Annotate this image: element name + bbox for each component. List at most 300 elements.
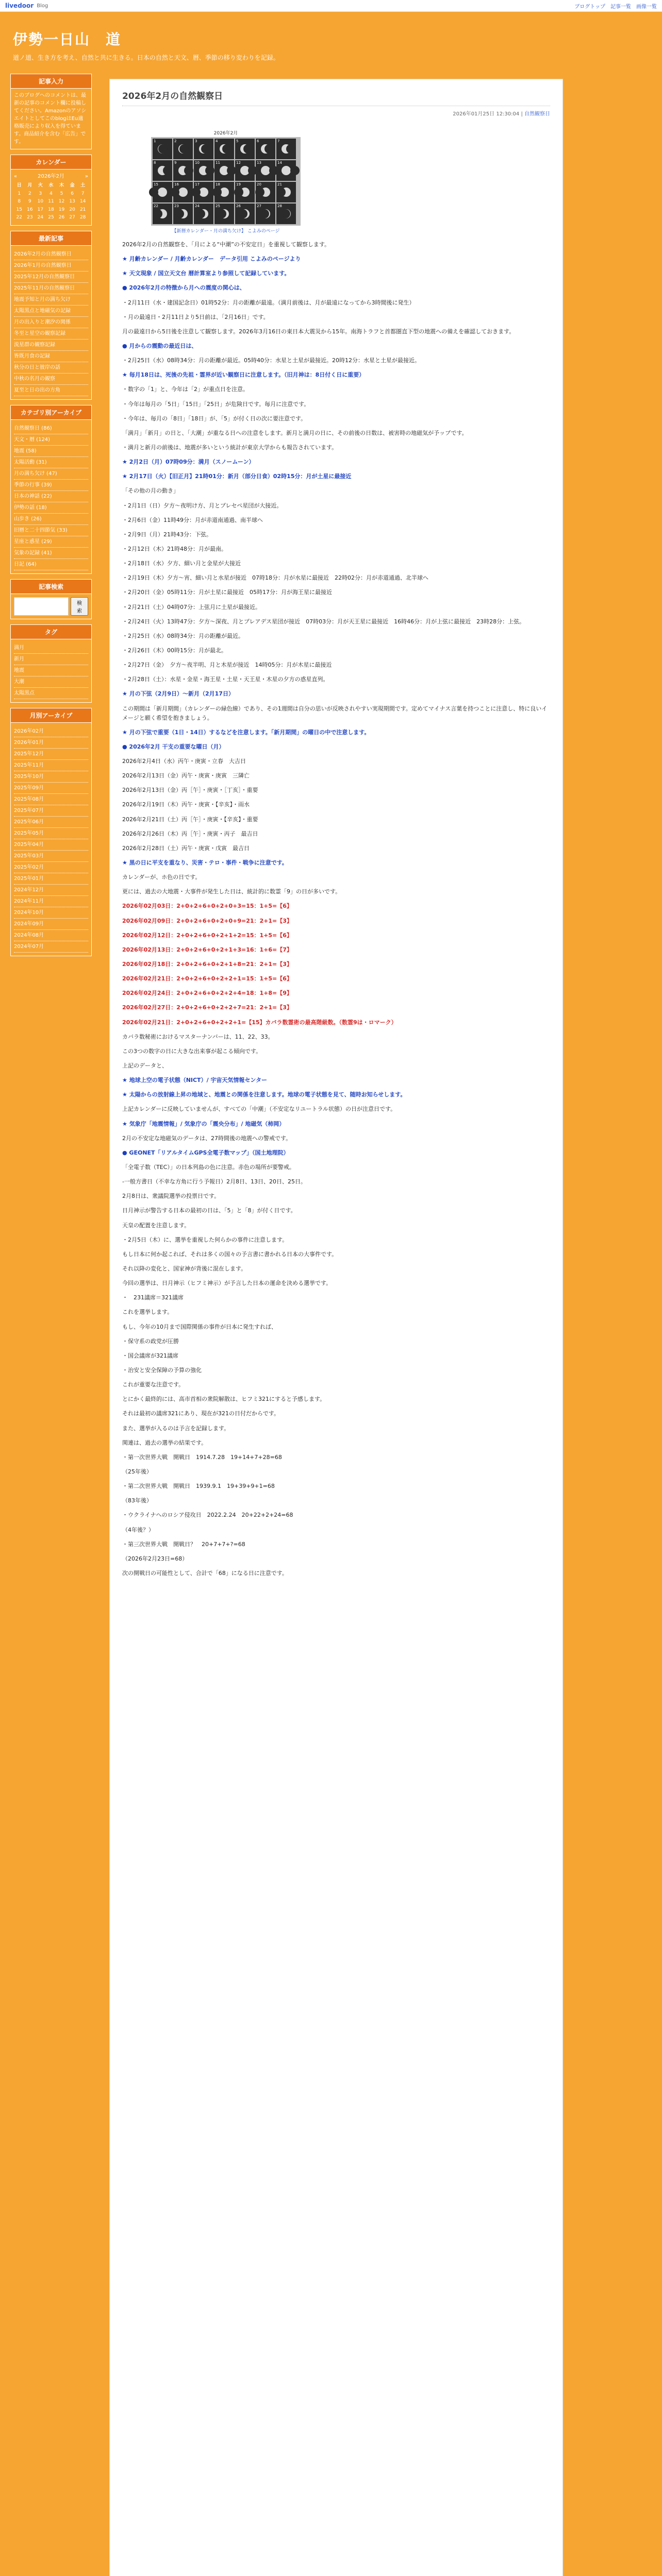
- calendar-day[interactable]: 15: [16, 207, 22, 212]
- moon-phase-cell: [256, 160, 275, 181]
- entry-title[interactable]: 2026年2月の自然観察日: [122, 89, 550, 106]
- calendar-weekday: 土: [80, 183, 86, 188]
- entry-paragraph: （2026年2月23日=68）: [122, 1555, 188, 1562]
- search-input[interactable]: [14, 597, 69, 616]
- entry-paragraph: これが重要な注意です。: [122, 1381, 185, 1388]
- category-item[interactable]: 気象の記録 (41): [14, 548, 88, 559]
- entry-paragraph: ★ 気象庁「地震情報」/ 気象庁の「震央分布」/ 地磁気（柿岡）: [122, 1120, 285, 1127]
- entry-paragraph: とにかく最終的には、高市首相の衆院解散は、ヒフミ321にすると予感します。: [122, 1396, 326, 1403]
- top-bar: [0, 0, 662, 12]
- moon-shadow: [153, 209, 162, 218]
- main-content: [109, 69, 652, 2576]
- category-item[interactable]: 日記 (64): [14, 559, 88, 570]
- moon-phase-cell: [153, 204, 172, 224]
- moon-phase-cell: [235, 160, 255, 181]
- moon-shadow: [179, 144, 189, 154]
- moon-day-number: 26: [236, 204, 241, 208]
- calendar-day[interactable]: 3: [39, 191, 42, 196]
- tag-item[interactable]: 大潮: [14, 676, 88, 688]
- entry-paragraph: 今回の選挙は、日月神示（ヒフミ神示）が予言した日本の運命を決める選挙です。: [122, 1280, 332, 1287]
- entry-paragraph: ・2月18日（水）夕方、細い月と金星が大接近: [122, 560, 241, 567]
- moon-shadow: [276, 188, 286, 197]
- moon-phase-cell: [235, 204, 255, 224]
- calendar-day[interactable]: 26: [58, 215, 65, 220]
- moon-day-number: 3: [195, 139, 197, 143]
- moon-day-number: 8: [154, 161, 156, 165]
- category-item[interactable]: 自然観察日 (86): [14, 423, 88, 434]
- moon-phase-cell: [256, 204, 275, 224]
- moon-day-number: 15: [154, 182, 158, 187]
- tag-box: [10, 624, 92, 703]
- moon-day-number: 22: [154, 204, 158, 208]
- entry-paragraph: ・第三次世界大戦 開戦日？ 20+7+7+?=68: [122, 1540, 245, 1548]
- entry-paragraph: ・2月9日（月）21時43分：下弦。: [122, 531, 212, 538]
- category-item[interactable]: 季節の行事 (39): [14, 480, 88, 491]
- archive-item[interactable]: 2026年01月: [14, 737, 88, 749]
- entry-paragraph: ・ウクライナへのロシア侵攻日 2022.2.24 20+22+2+24=68: [122, 1512, 293, 1519]
- entry-paragraph: 2026年2月26日（木）丙［午］・庚寅・丙子 最吉日: [122, 830, 258, 837]
- entry-paragraph: これを選挙します。: [122, 1309, 173, 1316]
- blog-label: Blog: [37, 3, 48, 9]
- archive-item[interactable]: 2025年11月: [14, 760, 88, 771]
- moon-phase-cell: [235, 182, 255, 202]
- entry-paragraph: 天皇の配置を注意します。: [122, 1222, 190, 1229]
- profile-text: このブログへのコメントは、最新の記事のコメント欄に投稿してください。AmazonのアソシエイトとしてこのblogはEu適格販売により収入を得ています。商品紹介を含む「広告」です。: [10, 89, 92, 149]
- entry-paragraph: この期間は「新月期間」（カレンダーの緑色線）であり、その1週間は自分の思いが反映されやすい実現期間です。定めてマイナス言葉を持つことに注意し、特に良いイメージと願く希望を抱きましょう。: [122, 705, 548, 721]
- search-button[interactable]: 検索: [71, 597, 88, 616]
- entry-paragraph: もし日本に何か起これば、それは多くの国々の予言書に書かれる日本の大事件です。: [122, 1250, 338, 1258]
- recent-item[interactable]: 月の出入りと潮汐の関係: [14, 317, 88, 328]
- moon-phase-cell: [214, 182, 234, 202]
- moon-day-number: 10: [195, 161, 200, 165]
- archive-item[interactable]: 2026年02月: [14, 726, 88, 737]
- moon-shadow: [201, 144, 210, 154]
- calendar-day[interactable]: 23: [27, 215, 33, 220]
- entry-paragraph: それは最初の議席321にあり、現在が321の日付だからです。: [122, 1410, 279, 1417]
- entry-paragraph: 2026年02月09日：2+0+2+6+0+2+0+9=21：2+1=【3】: [122, 917, 292, 924]
- top-link-archive[interactable]: 記事一覧: [610, 4, 631, 10]
- calendar-day[interactable]: 6: [71, 191, 74, 196]
- moon-phase-cell: [256, 139, 275, 159]
- moon-phase-cell: [153, 160, 172, 181]
- entry-paragraph: 「全電子数（TEC）」の日本列島の色に注意。赤色の場所が要警戒。: [122, 1164, 295, 1171]
- moon-icon: [178, 188, 188, 197]
- moon-day-number: 1: [154, 139, 156, 143]
- calendar-day[interactable]: 24: [37, 215, 44, 220]
- entry-paragraph: ★ 地球上空の電子状態（NICT）/ 宇宙天気情報センター: [122, 1077, 267, 1084]
- entry-date: 2026年01月25日 12:30:04: [453, 111, 520, 117]
- moon-day-number: 25: [216, 204, 220, 208]
- moon-phase-cell: [153, 139, 172, 159]
- moon-icon: [282, 166, 291, 175]
- entry-paragraph: 2026年02月21日：2+0+2+6+0+2+2+1=15：1+5=【6】: [122, 975, 292, 982]
- entry-paragraph: ・2月25日（水）08時34分：月の距離が最近。: [122, 632, 244, 639]
- entry-paragraph: ・2月24日（火）13時47分：夕方〜深夜、月とプレアデス星団が接近 07時03分：月が天王星に最接近 16時46分：月が上弦に最接近 23時28分：上弦。: [122, 618, 525, 625]
- recent-item[interactable]: 夏至と日の出の方角: [14, 385, 88, 396]
- moon-shadow: [158, 144, 168, 154]
- moon-phase-cell: [214, 139, 234, 159]
- moon-phase-cell: [173, 204, 193, 224]
- entry-paragraph: ・2月11日（水・建国記念日）01時52分：月の距離が最遠。（満月前後は、月が最遠になってから3時間後に発生）: [122, 299, 415, 306]
- archive-item[interactable]: 2025年07月: [14, 805, 88, 817]
- entry-paragraph: ● 2026年2月の特徴から月への震度の関心は、: [122, 284, 245, 292]
- archive-item[interactable]: 2024年11月: [14, 896, 88, 907]
- blog-title[interactable]: 伊勢一日山 道: [13, 31, 122, 48]
- moon-shadow: [217, 209, 226, 218]
- calendar-weekday: 金: [70, 183, 75, 188]
- moon-shadow: [163, 166, 172, 175]
- tag-title: タグ: [10, 624, 92, 639]
- calendar-day[interactable]: 18: [48, 207, 54, 212]
- entry-paragraph: 2026年02月21日：2+0+2+6+0+2+2+1=【15】カバラ数霊術の最高階級数。（数霊9は・ロマーク）: [122, 1019, 397, 1026]
- moon-phase-cell: [276, 204, 296, 224]
- moon-day-number: 2: [174, 139, 177, 143]
- entry-paragraph: （4年後？）: [122, 1526, 154, 1533]
- entry-paragraph: ★ 月齢カレンダー / 月齢カレンダー データ引用 こよみのページより: [122, 256, 301, 263]
- recent-item[interactable]: 秋分の日と彼岸の話: [14, 362, 88, 374]
- entry-paragraph: ★ 黒の日に平支を重なり、災害・テロ・事件・戦争に注意です。: [122, 859, 288, 867]
- entry-paragraph: ・国会議席が321議席: [122, 1352, 178, 1359]
- blog-entry: [109, 79, 563, 2576]
- calendar-prev[interactable]: «: [14, 174, 18, 179]
- entry-paragraph: （25年後）: [122, 1468, 152, 1475]
- moon-phase-cell: [276, 160, 296, 181]
- entry-paragraph: ・第二次世界大戦 開戦日 1939.9.1 19+39+9+1=68: [122, 1483, 275, 1490]
- recent-title: 最新記事: [10, 231, 92, 246]
- moon-phase-cell: [173, 160, 193, 181]
- moon-phase-cell: [194, 160, 213, 181]
- moon-day-number: 16: [174, 182, 179, 187]
- entry-paragraph: -一般方書日（不幸な方角に行う予報日）2月8日、13日、20日、25日。: [122, 1178, 306, 1185]
- moon-day-number: 14: [277, 161, 282, 165]
- top-links: [574, 2, 657, 10]
- calendar-day[interactable]: 19: [58, 207, 65, 212]
- calendar-day[interactable]: 12: [58, 199, 65, 204]
- entry-paragraph: ・数字の「1」と、今年は「2」が重点日を注意。: [122, 386, 249, 393]
- category-item[interactable]: 天文・暦 (124): [14, 434, 88, 446]
- moon-day-number: 18: [216, 182, 220, 187]
- archive-item[interactable]: 2025年12月: [14, 749, 88, 760]
- moon-phase-cell: [235, 139, 255, 159]
- search-title: 記事検索: [10, 579, 92, 594]
- entry-paragraph: ・2月19日（木）夕方〜宵、細い月と水星が接近 07時18分：月が水星に最接近 22時02分：月が赤道通過、北半球へ: [122, 574, 428, 582]
- calendar-weekday: 火: [38, 183, 43, 188]
- entry-paragraph: 更には、過去の大地震・大事件が発生した日は、統計的に数霊「9」の日が多いです。: [122, 888, 341, 895]
- top-link-home[interactable]: ブログトップ: [574, 4, 605, 10]
- moon-calendar-image[interactable]: [151, 129, 301, 234]
- entry-paragraph: 2026年02月03日：2+0+2+6+0+2+0+3=15：1+5=【6】: [122, 903, 292, 910]
- moon-shadow: [260, 209, 269, 218]
- tag-item[interactable]: 地震: [14, 665, 88, 676]
- calendar-day[interactable]: 20: [69, 207, 75, 212]
- moon-day-number: 4: [216, 139, 218, 143]
- entry-paragraph: ・2月25日（水）08時34分：月の距離が最近。05時40分：水星と土星が最接近。20時12分：水星と土星が最接近。: [122, 357, 420, 364]
- calendar-weekday: 木: [59, 183, 64, 188]
- entry-paragraph: 上記カレンダーに反映していませんが、すべての「中潮」（不安定なリユートラル状態）の日が注意日です。: [122, 1106, 396, 1113]
- entry-paragraph: 次の開戦日の可能性として、合計で「68」になる日に注意です。: [122, 1569, 288, 1577]
- moon-day-number: 6: [257, 139, 259, 143]
- entry-paragraph: また、選挙が入るのは予言を記録します。: [122, 1425, 230, 1432]
- recent-item[interactable]: 流星群の観察記録: [14, 340, 88, 351]
- calendar-day[interactable]: 28: [79, 215, 86, 220]
- entry-meta: 2026年01月25日 12:30:04 | 自然観察日: [453, 111, 550, 117]
- moon-shadow: [212, 188, 222, 197]
- entry-paragraph: ・満月と新月の前後は、地震が多いという統計が東京大学からも報告されています。: [122, 444, 338, 451]
- calendar-day[interactable]: 2: [28, 191, 31, 196]
- moon-shadow: [286, 144, 295, 154]
- recent-item[interactable]: 地震予知と月の満ち欠け: [14, 294, 88, 306]
- archive-item[interactable]: 2024年10月: [14, 907, 88, 919]
- entry-paragraph: 2026年02月27日：2+0+2+6+0+2+2+7=21：2+1=【3】: [122, 1004, 292, 1011]
- entry-paragraph: ・保守系の政党が圧勝: [122, 1337, 179, 1345]
- archive-item[interactable]: 2025年06月: [14, 817, 88, 828]
- archive-item[interactable]: 2025年09月: [14, 783, 88, 794]
- entry-paragraph: ★ 毎月18日は、死後の先祖・霊界が近い観察日に注意します。（旧月神は：8日付く日に重要）: [122, 371, 365, 379]
- calendar-day[interactable]: 17: [37, 207, 44, 212]
- entry-paragraph: この3つの数字の日に大きな出来事が起こる傾向です。: [122, 1047, 262, 1055]
- entry-paragraph: 2026年2月19日（木）丙午・庚寅・【辛亥】・雨水: [122, 801, 250, 808]
- entry-paragraph: ・2月21日（土）04時07分：上弦月に土星が最接近。: [122, 603, 261, 611]
- entry-paragraph: もし、今年の10月まで国際関係の事件が日本に発生すれば、: [122, 1323, 277, 1330]
- entry-paragraph: それ以降の変化と、国家神が背後に混在します。: [122, 1265, 247, 1272]
- moon-shadow: [243, 144, 253, 154]
- recent-list: [14, 249, 88, 396]
- sidebar: [10, 69, 92, 2576]
- moon-shadow: [264, 144, 274, 154]
- calendar-day[interactable]: 14: [79, 199, 86, 204]
- livedoor-logo[interactable]: livedoor: [5, 2, 34, 9]
- recent-item[interactable]: 2025年11月の自然観察日: [14, 283, 88, 294]
- archive-list: [14, 726, 88, 953]
- calendar-day[interactable]: 9: [28, 199, 31, 204]
- archive-item[interactable]: 2025年05月: [14, 828, 88, 839]
- moon-day-number: 24: [195, 204, 200, 208]
- entry-paragraph: ・2月20日（金）05時11分：月が土星に最接近 05時17分：月が海王星に最接近: [122, 589, 332, 596]
- recent-box: [10, 231, 92, 400]
- calendar-day[interactable]: 11: [48, 199, 54, 204]
- moon-phase-cell: [173, 182, 193, 202]
- moon-phase-cell: [276, 139, 296, 159]
- category-item[interactable]: 旧暦と二十四節気 (33): [14, 525, 88, 536]
- calendar-day[interactable]: 8: [18, 199, 21, 204]
- calendar-title: カレンダー: [10, 155, 92, 170]
- moon-shadow: [281, 209, 290, 218]
- category-item[interactable]: 伊勢の話 (18): [14, 502, 88, 514]
- entry-paragraph: ★ 太陽からの放射線上昇の地域と、地震との関係を注意します。地球の電子状態を見て、随時お知らせします。: [122, 1091, 406, 1098]
- category-item[interactable]: 星座と惑星 (29): [14, 536, 88, 548]
- moon-shadow: [255, 188, 264, 197]
- entry-paragraph: ・2月5日（木）に、選挙を重視した何らかの事件に注意します。: [122, 1236, 288, 1243]
- moon-phase-cell: [194, 139, 213, 159]
- calendar-box: [10, 155, 92, 226]
- archive-item[interactable]: 2025年03月: [14, 851, 88, 862]
- moon-day-number: 9: [174, 161, 177, 165]
- entry-paragraph: 「その他の月の動き」: [122, 487, 179, 495]
- entry-paragraph: ・2月26日（木）00時15分：月が最北。: [122, 647, 227, 654]
- archive-item[interactable]: 2024年08月: [14, 930, 88, 941]
- tag-list: [14, 642, 88, 699]
- category-item[interactable]: 地震 (58): [14, 446, 88, 457]
- archive-item[interactable]: 2025年01月: [14, 873, 88, 885]
- moon-shadow: [196, 209, 205, 218]
- blog-header: [0, 12, 662, 69]
- entry-paragraph: （83年後）: [122, 1497, 152, 1504]
- moon-day-number: 19: [236, 182, 241, 187]
- recent-item[interactable]: 2025年12月の自然観察日: [14, 272, 88, 283]
- moon-shadow: [290, 166, 300, 175]
- archive-item[interactable]: 2025年08月: [14, 794, 88, 805]
- entry-paragraph: 日月神示が警告する日本の最初の日は、「5」と「8」が付く日です。: [122, 1207, 296, 1214]
- moon-day-number: 17: [195, 182, 200, 187]
- top-link-images[interactable]: 画像一覧: [636, 4, 657, 10]
- entry-paragraph: ★ 月の下弦で重要（1日・14日）するなどを注意します。「新月期間」の曜日の中で注意します。: [122, 728, 370, 736]
- entry-body: [122, 240, 550, 1578]
- entry-paragraph: ・月の最遠日・2月11日より5日前は、「2月16日」です。: [122, 313, 269, 320]
- calendar-weekday: 日: [16, 183, 22, 188]
- calendar-day[interactable]: 16: [27, 207, 33, 212]
- moon-phase-cell: [194, 204, 213, 224]
- moon-shadow: [170, 188, 179, 197]
- category-title: カテゴリ別アーカイブ: [10, 405, 92, 420]
- entry-paragraph: 2026年2月21日（土）丙［午］・庚寅・【辛亥】・重要: [122, 816, 258, 823]
- archive-item[interactable]: 2024年09月: [14, 919, 88, 930]
- entry-paragraph: ・2月27日（金） 夕方〜夜半明、月と木星が接近 14時05分：月が木星に最接近: [122, 662, 332, 669]
- category-list: [14, 423, 88, 570]
- calendar-day[interactable]: 25: [48, 215, 54, 220]
- recent-item[interactable]: 中秋の名月の観察: [14, 374, 88, 385]
- entry-paragraph: ・2月6日（金）11時49分：月が赤道南通過、南半球へ: [122, 516, 263, 523]
- recent-item[interactable]: 皆既月食の記録: [14, 351, 88, 362]
- calendar-month: 2026年2月: [38, 174, 64, 179]
- moon-phase-grid: [151, 137, 301, 226]
- recent-item[interactable]: 冬至と星空の観察記録: [14, 328, 88, 340]
- calendar-day[interactable]: 5: [60, 191, 63, 196]
- profile-title: 記事入力: [10, 74, 92, 89]
- search-box: [10, 579, 92, 619]
- category-box: [10, 405, 92, 574]
- calendar-day[interactable]: 13: [69, 199, 75, 204]
- recent-item[interactable]: 2026年1月の自然観察日: [14, 260, 88, 272]
- entry-paragraph: ・2月28日（土）：水星・金星・海王星・土星・天王星・木星の夕方の惑星直列。: [122, 676, 329, 683]
- archive-item[interactable]: 2025年10月: [14, 771, 88, 783]
- entry-paragraph: 上記のデータと、: [122, 1062, 168, 1070]
- moon-shadow: [191, 188, 201, 197]
- profile-box: [10, 74, 92, 149]
- moon-day-number: 27: [257, 204, 261, 208]
- archive-item[interactable]: 2025年02月: [14, 862, 88, 873]
- category-item[interactable]: 月の満ち欠け (47): [14, 468, 88, 480]
- moon-phase-cell: [153, 182, 172, 202]
- calendar-table: [14, 182, 88, 222]
- calendar-day[interactable]: 7: [81, 191, 85, 196]
- calendar-day[interactable]: 27: [69, 215, 75, 220]
- entry-paragraph: 2026年2月4日（水）丙午・庚寅・立春 大吉日: [122, 758, 246, 765]
- entry-paragraph: ● 2026年2月 干支の重要な曜日（月）: [122, 743, 225, 750]
- moon-shadow: [238, 209, 247, 218]
- entry-paragraph: 2026年2月28日（土）丙午・庚寅・戊寅 最吉日: [122, 844, 250, 852]
- moon-calendar-title: 2026年2月: [213, 131, 238, 136]
- entry-paragraph: 2026年02月13日：2+0+2+6+0+2+1+3=16：1+6=【7】: [122, 946, 292, 953]
- blog-subtitle: 道ノ道、生き方を考え、自然と共に生きる。日本の自然と天文、暦、季節の移り変わりを記録。: [13, 54, 279, 61]
- entry-paragraph: ・第一次世界大戦 開戦日 1914.7.28 19+14+7+28=68: [122, 1453, 282, 1461]
- category-item[interactable]: 太陽活動 (31): [14, 457, 88, 468]
- entry-paragraph: ・2月12日（木）21時48分：月が最南。: [122, 545, 227, 552]
- moon-day-number: 12: [236, 161, 241, 165]
- entry-paragraph: 2026年2月13日（金）丙午・庚寅・庚寅 三隣亡: [122, 772, 250, 779]
- moon-shadow: [205, 166, 214, 175]
- moon-phase-cell: [214, 204, 234, 224]
- calendar-day[interactable]: 22: [16, 215, 22, 220]
- entry-paragraph: 2月の不安定な地磁気のデータは、27時間後の地震への警戒です。: [122, 1134, 292, 1142]
- recent-item[interactable]: 2026年2月の自然観察日: [14, 249, 88, 260]
- entry-paragraph: 2026年02月18日：2+0+2+6+0+2+1+8=21：2+1=【3】: [122, 961, 292, 968]
- moon-phase-cell: [276, 182, 296, 202]
- archive-item[interactable]: 2024年07月: [14, 941, 88, 953]
- moon-day-number: 13: [257, 161, 261, 165]
- moon-day-number: 7: [277, 139, 280, 143]
- moon-phase-cell: [173, 139, 193, 159]
- moon-phase-cell: [256, 182, 275, 202]
- moon-day-number: 20: [257, 182, 261, 187]
- entry-paragraph: 「満月」「新月」の日と、「大潮」が重なる日への注意をします。新月と満月の日に、その前後の日数は、被害時の地磁気が予ップです。: [122, 429, 468, 436]
- entry-paragraph: カレンダーが、ホ色の日です。: [122, 874, 201, 881]
- archive-item[interactable]: 2025年04月: [14, 839, 88, 851]
- moon-shadow: [149, 188, 158, 197]
- calendar-day[interactable]: 1: [18, 191, 21, 196]
- moon-shadow: [175, 209, 184, 218]
- entry-paragraph: 2026年2月13日（金）丙［午］・庚寅・［丁亥］・重要: [122, 787, 258, 794]
- moon-shadow: [234, 188, 243, 197]
- archive-item[interactable]: 2024年12月: [14, 885, 88, 896]
- entry-paragraph: ★ 月の下弦（2月9日）〜新月（2月17日）: [122, 690, 234, 698]
- category-item[interactable]: 山歩き (26): [14, 514, 88, 525]
- recent-item[interactable]: 太陽黒点と地磁気の記録: [14, 306, 88, 317]
- moon-phase-cell: [194, 182, 213, 202]
- archive-box: [10, 708, 92, 956]
- entry-paragraph: ● GEONET「リアルタイムGPS全電子数マップ」（国土地理院）: [122, 1149, 289, 1156]
- entry-paragraph: 関連は、過去の選挙の結果です。: [122, 1439, 207, 1446]
- entry-paragraph: カバラ数秘術におけるマスターナンバーは、11、22、33。: [122, 1033, 274, 1040]
- calendar-day[interactable]: 10: [37, 199, 44, 204]
- entry-paragraph: 2026年02月24日：2+0+2+6+0+2+2+4=18：1+8=【9】: [122, 990, 292, 997]
- entry-paragraph: 2026年02月12日：2+0+2+6+0+2+1+2=15：1+5=【6】: [122, 931, 292, 939]
- moon-phase-cell: [214, 160, 234, 181]
- category-item[interactable]: 日本の神話 (22): [14, 491, 88, 502]
- entry-paragraph: ・今年は、毎月の「8日」「18日」が、「5」が付く日の次に要注意です。: [122, 415, 307, 422]
- calendar-weekday: 月: [27, 183, 32, 188]
- calendar-next[interactable]: »: [85, 174, 88, 179]
- calendar-day[interactable]: 21: [79, 207, 86, 212]
- archive-title: 月別アーカイブ: [10, 708, 92, 723]
- entry-paragraph: ・ 231議席＝321議席: [122, 1294, 184, 1301]
- entry-paragraph: ・2月1日（日）夕方〜夜明け方、月とプレセペ星団が大接近。: [122, 502, 283, 509]
- entry-category[interactable]: 自然観察日: [524, 111, 550, 117]
- moon-day-number: 28: [277, 204, 282, 208]
- calendar-day[interactable]: 4: [49, 191, 53, 196]
- moon-calendar-caption[interactable]: 【新暦カレンダー・月の満ち欠け】 こよみのページ: [172, 229, 280, 234]
- moon-shadow: [222, 144, 231, 154]
- entry-paragraph: 2026年2月の自然観察を、「月による“中潮”の不安定日」を重視して観察します。: [122, 241, 330, 248]
- tag-item[interactable]: 太陽黒点: [14, 688, 88, 699]
- moon-day-number: 21: [277, 182, 282, 187]
- tag-item[interactable]: 新月: [14, 654, 88, 665]
- tag-item[interactable]: 満月: [14, 642, 88, 654]
- entry-paragraph: ・今年は毎月の「5日」「15日」「25日」が危険日です。毎月に注意です。: [122, 400, 310, 408]
- moon-day-number: 11: [216, 161, 220, 165]
- entry-paragraph: 月の最遠日から5日後を注意して観察します。2026年3月16日の東日本大震災から15年。南海トラフと首都圏直下型の地震への備えを確認しておきます。: [122, 328, 515, 335]
- moon-day-number: 5: [236, 139, 239, 143]
- moon-day-number: 23: [174, 204, 179, 208]
